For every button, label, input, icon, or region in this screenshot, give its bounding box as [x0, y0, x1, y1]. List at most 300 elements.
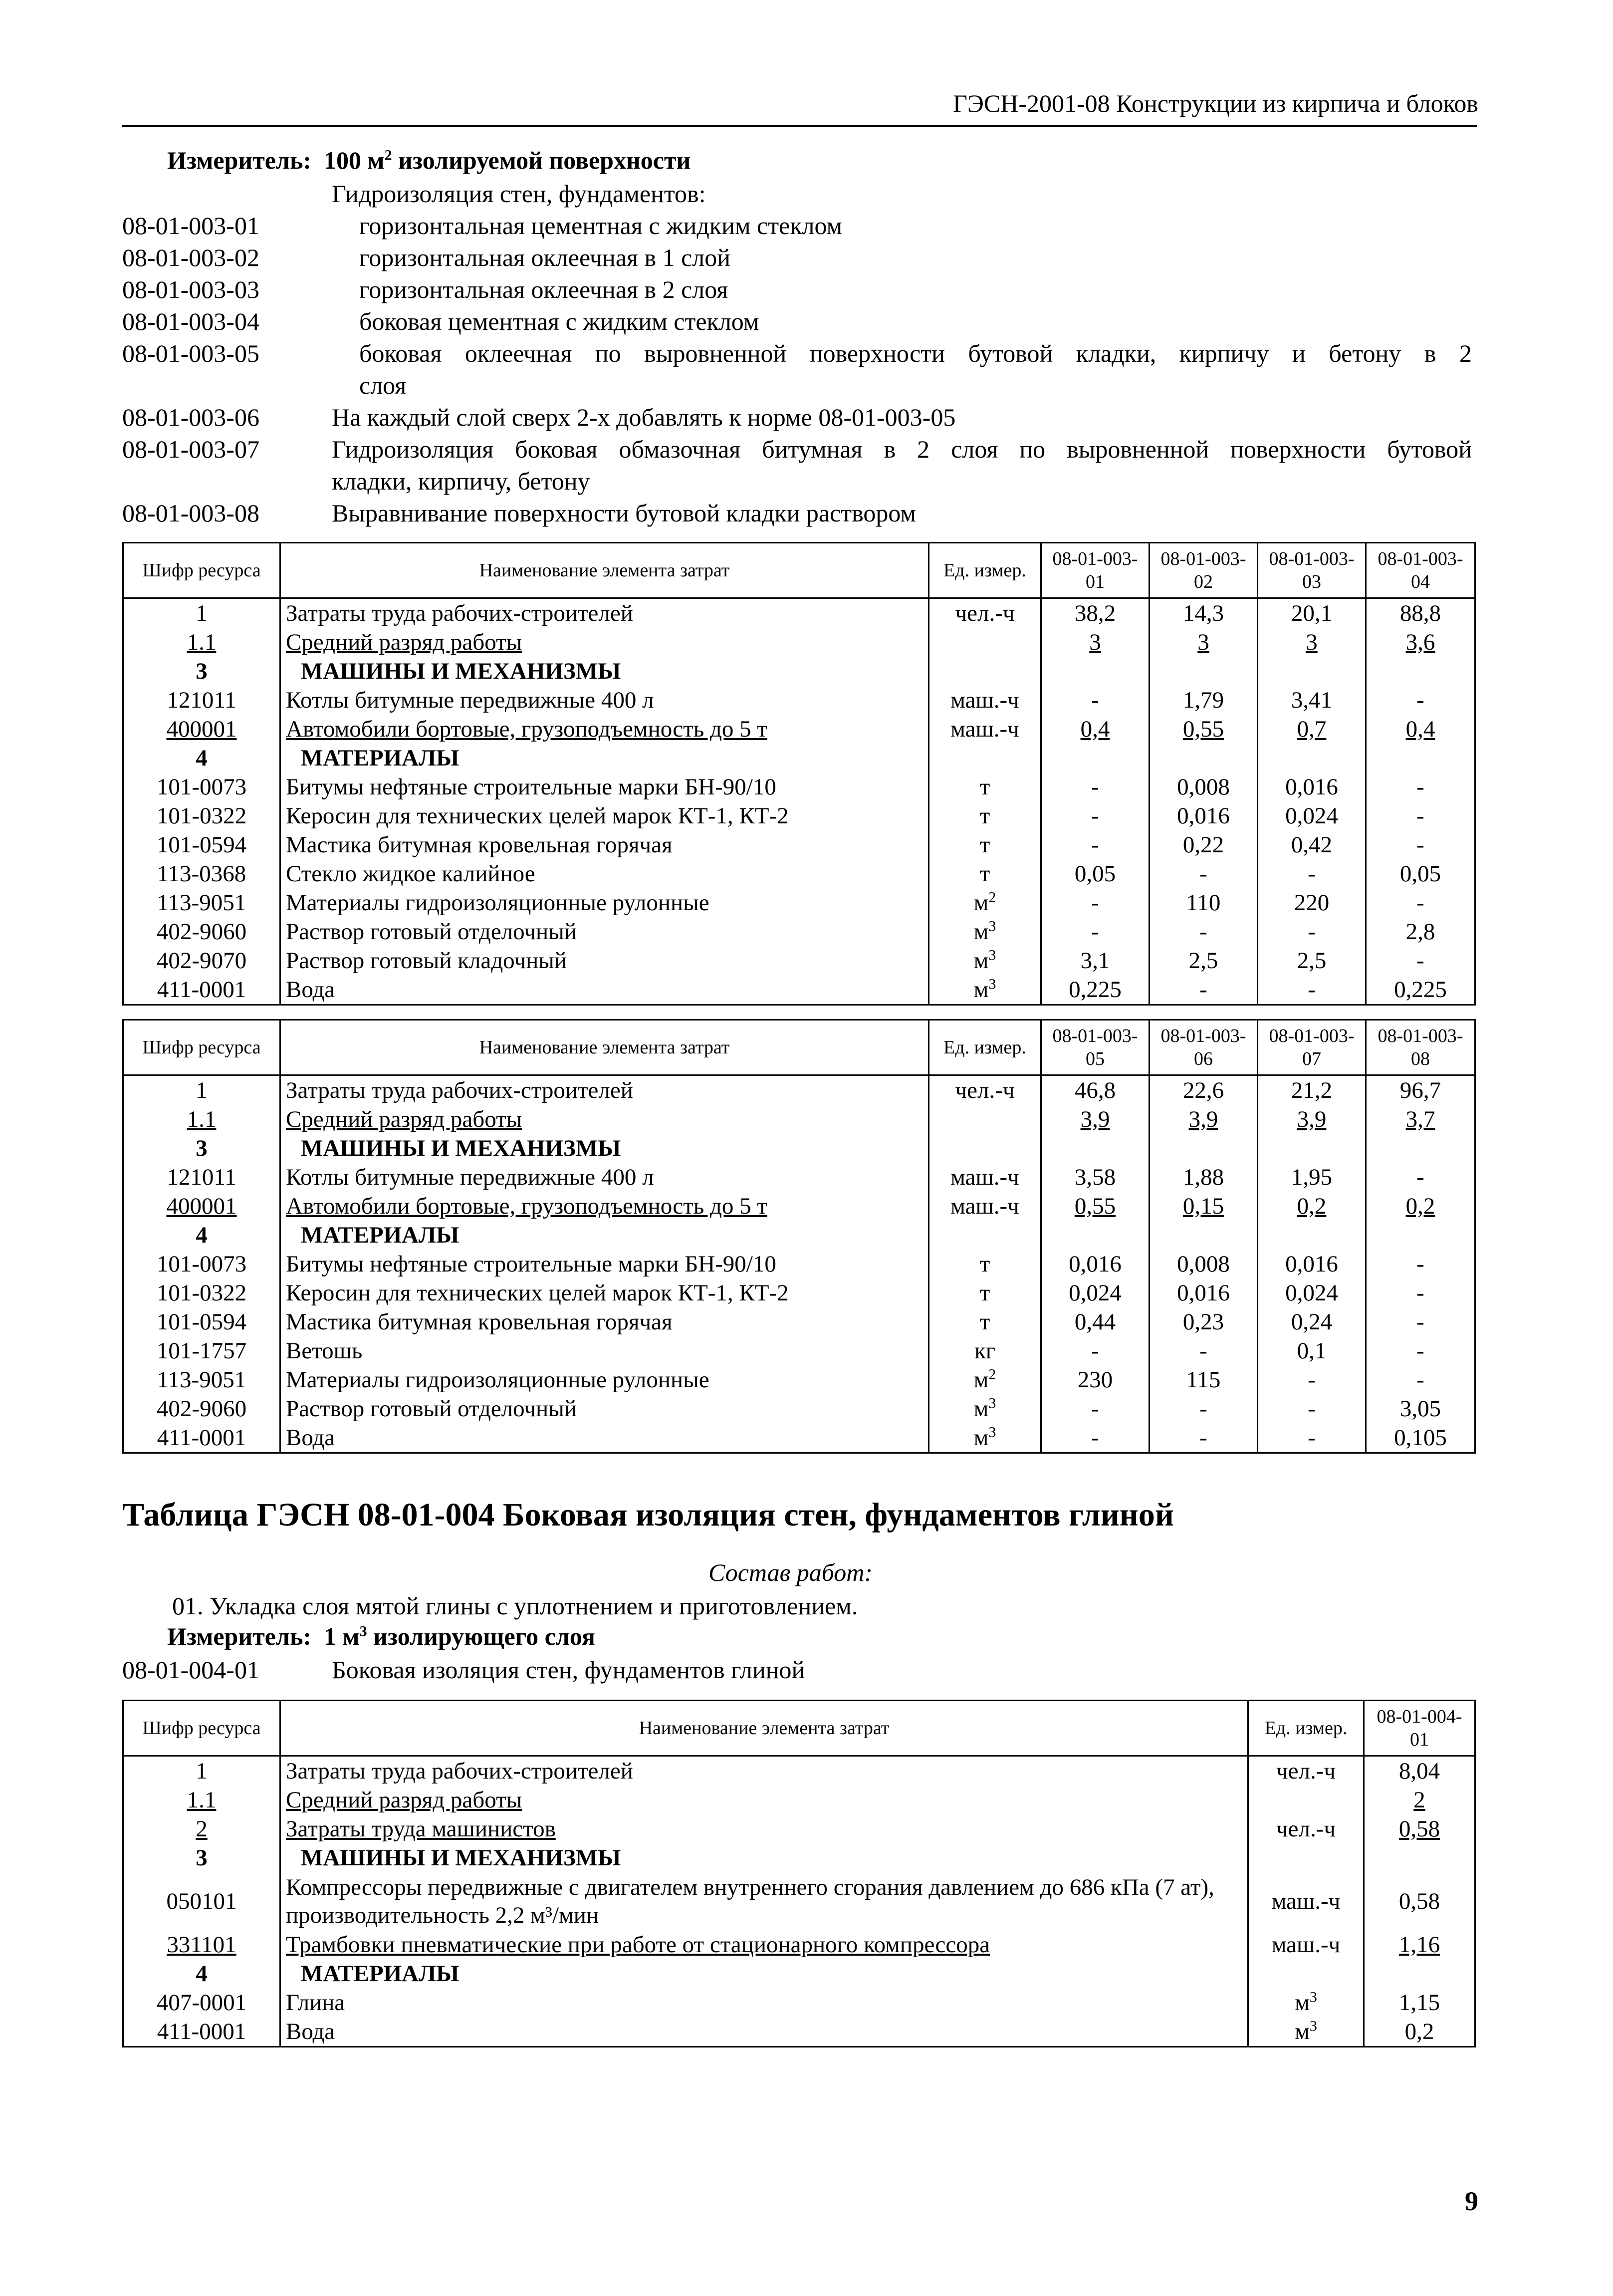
resource-unit: [929, 598, 1041, 628]
resource-unit: [1248, 2017, 1364, 2047]
item-text-cont: слоя: [359, 371, 407, 399]
norm-value: 20,1: [1258, 598, 1366, 628]
item-text: Выравнивание поверхности бутовой кладки раствором: [332, 499, 917, 527]
resource-code: 407-0001: [123, 1988, 280, 2017]
norm-value: -: [1258, 1394, 1366, 1423]
unit-text: чел.-ч: [1276, 1816, 1336, 1842]
resource-name: МАТЕРИАЛЫ: [280, 1959, 1248, 1988]
resource-name: МАТЕРИАЛЫ: [280, 1221, 929, 1250]
norm-value: 3: [1150, 628, 1258, 657]
norm-value: -: [1366, 1278, 1475, 1307]
header-code: Шифр ресурса: [123, 1020, 280, 1075]
resource-unit: [929, 1192, 1041, 1221]
norm-value: [1364, 1843, 1475, 1872]
resource-code: 411-0001: [123, 1423, 280, 1453]
resource-name: Ветошь: [280, 1336, 929, 1365]
norm-value: -: [1041, 1394, 1150, 1423]
table-header-row: [123, 543, 1475, 598]
norm-value: -: [1366, 801, 1475, 830]
unit-text: м: [973, 948, 989, 974]
table-row: [123, 917, 1475, 946]
norm-value: -: [1150, 1336, 1258, 1365]
norm-value: 46,8: [1041, 1075, 1150, 1105]
table-row: [123, 1192, 1475, 1221]
unit-text: м: [973, 919, 989, 945]
resource-name: Средний разряд работы: [280, 628, 929, 657]
resource-code: 400001: [123, 715, 280, 744]
norm-value: 0,7: [1258, 715, 1366, 744]
resource-name: Битумы нефтяные строительные марки БН-90/10: [280, 1250, 929, 1278]
resource-code: 411-0001: [123, 975, 280, 1005]
unit-text: м: [973, 977, 989, 1003]
item-code: 08-01-003-05: [122, 339, 259, 367]
table-row: [123, 686, 1475, 715]
section-row: [123, 1134, 1475, 1163]
resource-name: Средний разряд работы: [280, 1786, 1248, 1814]
resource-code: 402-9070: [123, 946, 280, 975]
norm-value: 0,016: [1258, 772, 1366, 801]
norm-value: 0,2: [1258, 1192, 1366, 1221]
header-norm-code: 08-01-003-06: [1150, 1020, 1258, 1075]
resource-code: 1.1: [123, 628, 280, 657]
norm-value: 220: [1258, 888, 1366, 917]
norm-value: 3: [1258, 628, 1366, 657]
norm-value: 0,105: [1366, 1423, 1475, 1453]
measure-value: 1 м: [324, 1622, 360, 1650]
table-row: [123, 1336, 1475, 1365]
norm-value: -: [1258, 1423, 1366, 1453]
unit-text: т: [979, 1280, 990, 1306]
table-row: [123, 1278, 1475, 1307]
resource-unit: [929, 975, 1041, 1005]
table-row: [123, 946, 1475, 975]
norm-value: -: [1041, 1423, 1150, 1453]
norm-value: 8,04: [1364, 1756, 1475, 1786]
item-text: горизонтальная цементная с жидким стеклом: [359, 212, 843, 240]
norm-value: -: [1041, 772, 1150, 801]
resource-code: 101-0594: [123, 830, 280, 859]
resource-unit: [929, 1134, 1041, 1163]
item-code: 08-01-003-06: [122, 403, 259, 431]
norm-value: -: [1366, 1250, 1475, 1278]
norm-value: 0,24: [1258, 1307, 1366, 1336]
resource-name: Котлы битумные передвижные 400 л: [280, 1163, 929, 1192]
item-code: 08-01-003-02: [122, 244, 259, 271]
measure-line-1: [167, 146, 691, 175]
unit-text: м: [973, 1396, 989, 1422]
table-row: [123, 1930, 1475, 1959]
unit-sup: 3: [988, 976, 996, 993]
resource-code: 050101: [123, 1872, 280, 1930]
norm-value: 3,1: [1041, 946, 1150, 975]
resource-name: Керосин для технических целей марок КТ-1, КТ-2: [280, 1278, 929, 1307]
norm-value: -: [1366, 946, 1475, 975]
table-row: [123, 598, 1475, 628]
resource-unit: [1248, 1786, 1364, 1814]
norm-value: [1150, 744, 1258, 772]
table-row: [123, 715, 1475, 744]
resource-code: 101-0322: [123, 1278, 280, 1307]
resource-code: 402-9060: [123, 917, 280, 946]
norm-value: 2,8: [1366, 917, 1475, 946]
resource-code: 101-1757: [123, 1336, 280, 1365]
unit-sup: 2: [988, 1366, 996, 1383]
resource-unit: [929, 830, 1041, 859]
header-rule: [122, 125, 1477, 127]
norm-value: 0,55: [1041, 1192, 1150, 1221]
resource-name: Мастика битумная кровельная горячая: [280, 830, 929, 859]
header-norm-code: 08-01-003-02: [1150, 543, 1258, 598]
norm-value: [1258, 657, 1366, 686]
unit-text: т: [979, 803, 990, 829]
norm-value: 3: [1041, 628, 1150, 657]
norm-value: -: [1150, 975, 1258, 1005]
norm-value: 2,5: [1150, 946, 1258, 975]
header-norm-code: 08-01-003-07: [1258, 1020, 1366, 1075]
norm-value: [1366, 1134, 1475, 1163]
unit-text: маш.-ч: [950, 1193, 1019, 1219]
resource-unit: [929, 772, 1041, 801]
norm-value: [1150, 1134, 1258, 1163]
resource-code: 2: [123, 1814, 280, 1843]
norm-value: -: [1258, 917, 1366, 946]
table-row: [123, 1365, 1475, 1394]
work-composition-label: Состав работ:: [708, 1558, 873, 1586]
resource-table-2: [122, 1019, 1476, 1454]
norm-value: 1,15: [1364, 1988, 1475, 2017]
unit-sup: 3: [988, 1424, 996, 1441]
resource-name: Стекло жидкое калийное: [280, 859, 929, 888]
norm-value: 1,95: [1258, 1163, 1366, 1192]
resource-code: 4: [123, 1959, 280, 1988]
resource-code: 3: [123, 657, 280, 686]
unit-sup: 2: [988, 889, 996, 906]
norm-value: [1150, 1221, 1258, 1250]
unit-text: м: [1295, 2019, 1310, 2044]
norm-value: 0,2: [1366, 1192, 1475, 1221]
norm-value: [1041, 1134, 1150, 1163]
unit-text: т: [979, 1251, 990, 1277]
item-code: 08-01-003-07: [122, 435, 259, 463]
resource-name: Глина: [280, 1988, 1248, 2017]
norm-value: 0,016: [1041, 1250, 1150, 1278]
norm-value: -: [1041, 917, 1150, 946]
resource-code: 4: [123, 744, 280, 772]
resource-name: Керосин для технических целей марок КТ-1, КТ-2: [280, 801, 929, 830]
unit-sup: 3: [988, 947, 996, 964]
unit-sup: 3: [1309, 1989, 1317, 2006]
norm-value: 1,16: [1364, 1930, 1475, 1959]
resource-unit: [1248, 1988, 1364, 2017]
norm-value: 0,2: [1364, 2017, 1475, 2047]
norm-value: 0,44: [1041, 1307, 1150, 1336]
resource-code: 4: [123, 1221, 280, 1250]
norm-value: 230: [1041, 1365, 1150, 1394]
item-code: 08-01-003-04: [122, 307, 259, 335]
resource-name: Раствор готовый кладочный: [280, 946, 929, 975]
resource-name: Затраты труда машинистов: [280, 1814, 1248, 1843]
measure-value-tail: изолируемой поверхности: [392, 146, 691, 174]
section-row: [123, 1959, 1475, 1988]
norm-value: 3,41: [1258, 686, 1366, 715]
measure-label: Измеритель:: [167, 146, 312, 174]
resource-unit: [929, 744, 1041, 772]
resource-name: Средний разряд работы: [280, 1105, 929, 1134]
resource-code: 3: [123, 1843, 280, 1872]
norm-value: 0,58: [1364, 1872, 1475, 1930]
norm-value: 88,8: [1366, 598, 1475, 628]
resource-unit: [929, 1250, 1041, 1278]
norm-value: -: [1041, 1336, 1150, 1365]
unit-sup: 3: [988, 1395, 996, 1412]
unit-text: маш.-ч: [950, 687, 1019, 713]
norm-value: 0,008: [1150, 1250, 1258, 1278]
resource-unit: [929, 946, 1041, 975]
norm-value: 0,05: [1366, 859, 1475, 888]
resource-unit: [929, 859, 1041, 888]
table-row: [123, 975, 1475, 1005]
norm-value: 0,008: [1150, 772, 1258, 801]
norm-value: 2: [1364, 1786, 1475, 1814]
item-text: боковая оклеечная по выровненной поверхности бутовой кладки, кирпичу и бетону в 2: [359, 339, 1472, 367]
norm-value: 3,9: [1150, 1105, 1258, 1134]
unit-text: т: [979, 832, 990, 858]
header-norm-code: 08-01-004-01: [1364, 1701, 1475, 1756]
norm-value: 0,225: [1366, 975, 1475, 1005]
norm-value: 0,4: [1366, 715, 1475, 744]
section-row: [123, 744, 1475, 772]
unit-text: м: [973, 1425, 989, 1451]
norm-value: -: [1150, 859, 1258, 888]
resource-code: 331101: [123, 1930, 280, 1959]
unit-text: чел.-ч: [955, 1077, 1015, 1103]
item-code: 08-01-003-01: [122, 212, 259, 240]
norm-value: 110: [1150, 888, 1258, 917]
resource-unit: [1248, 1814, 1364, 1843]
norm-value: [1150, 657, 1258, 686]
norm-value: 0,024: [1041, 1278, 1150, 1307]
item-text: На каждый слой сверх 2-х добавлять к норме 08-01-003-05: [332, 403, 956, 431]
resource-unit: [929, 1105, 1041, 1134]
header-code: Шифр ресурса: [123, 1701, 280, 1756]
resource-name: Материалы гидроизоляционные рулонные: [280, 888, 929, 917]
norm-value: -: [1258, 859, 1366, 888]
norm-value: 3,7: [1366, 1105, 1475, 1134]
unit-text: маш.-ч: [1271, 1888, 1341, 1914]
table-row: [123, 772, 1475, 801]
resource-name: МАШИНЫ И МЕХАНИЗМЫ: [280, 1843, 1248, 1872]
item-text: Боковая изоляция стен, фундаментов глиной: [332, 1656, 805, 1684]
norm-value: -: [1366, 1163, 1475, 1192]
resource-name: МАШИНЫ И МЕХАНИЗМЫ: [280, 657, 929, 686]
norm-value: -: [1150, 917, 1258, 946]
resource-unit: [929, 1307, 1041, 1336]
norm-value: [1258, 744, 1366, 772]
norm-value: 0,58: [1364, 1814, 1475, 1843]
resource-code: 400001: [123, 1192, 280, 1221]
work-item: 01. Укладка слоя мятой глины с уплотнением и приготовлением.: [172, 1592, 858, 1620]
norm-value: 1,79: [1150, 686, 1258, 715]
unit-text: чел.-ч: [1276, 1758, 1336, 1784]
resource-code: 1.1: [123, 1786, 280, 1814]
resource-name: Битумы нефтяные строительные марки БН-90/10: [280, 772, 929, 801]
table-row: [123, 801, 1475, 830]
table-row: [123, 1786, 1475, 1814]
unit-text: кг: [974, 1338, 996, 1364]
norm-value: -: [1366, 1365, 1475, 1394]
header-norm-code: 08-01-003-08: [1366, 1020, 1475, 1075]
unit-text: маш.-ч: [950, 716, 1019, 742]
unit-text: т: [979, 1309, 990, 1335]
unit-sup: 3: [988, 918, 996, 935]
header-name: Наименование элемента затрат: [280, 1020, 929, 1075]
norm-value: 96,7: [1366, 1075, 1475, 1105]
resource-code: 1: [123, 598, 280, 628]
norm-value: [1366, 657, 1475, 686]
norm-value: 21,2: [1258, 1075, 1366, 1105]
resource-unit: [1248, 1756, 1364, 1786]
page-number: 9: [1465, 2186, 1478, 2216]
unit-text: м: [1295, 1990, 1310, 2016]
resource-unit: [929, 917, 1041, 946]
resource-unit: [929, 628, 1041, 657]
resource-code: 411-0001: [123, 2017, 280, 2047]
item-code: 08-01-004-01: [122, 1656, 259, 1684]
resource-name: Затраты труда рабочих-строителей: [280, 598, 929, 628]
resource-name: Материалы гидроизоляционные рулонные: [280, 1365, 929, 1394]
measure-value: 100 м: [324, 146, 385, 174]
measure-label: Измеритель:: [167, 1622, 312, 1650]
norm-value: [1041, 1221, 1150, 1250]
table-row: [123, 859, 1475, 888]
item-text: Гидроизоляция боковая обмазочная битумная в 2 слоя по выровненной поверхности бутовой: [332, 435, 1472, 463]
resource-code: 121011: [123, 1163, 280, 1192]
resource-code: 1.1: [123, 1105, 280, 1134]
unit-text: м: [973, 890, 989, 916]
resource-unit: [1248, 1872, 1364, 1930]
norm-value: -: [1041, 888, 1150, 917]
norm-value: 0,225: [1041, 975, 1150, 1005]
resource-name: Затраты труда рабочих-строителей: [280, 1756, 1248, 1786]
header-unit: Ед. измер.: [929, 543, 1041, 598]
resource-unit: [929, 715, 1041, 744]
table-row: [123, 1105, 1475, 1134]
norm-value: [1258, 1221, 1366, 1250]
norm-value: 0,024: [1258, 1278, 1366, 1307]
norm-value: 22,6: [1150, 1075, 1258, 1105]
item-text: боковая цементная с жидким стеклом: [359, 307, 759, 335]
norm-value: 14,3: [1150, 598, 1258, 628]
norm-value: [1041, 657, 1150, 686]
norm-value: 0,23: [1150, 1307, 1258, 1336]
item-code: 08-01-003-03: [122, 275, 259, 303]
resource-unit: [929, 686, 1041, 715]
measure-sup: 3: [359, 1623, 367, 1640]
unit-text: маш.-ч: [950, 1164, 1019, 1190]
header-name: Наименование элемента затрат: [280, 1701, 1248, 1756]
norm-value: 0,1: [1258, 1336, 1366, 1365]
norm-value: -: [1366, 1336, 1475, 1365]
norm-value: [1366, 744, 1475, 772]
unit-text: чел.-ч: [955, 600, 1015, 626]
norm-value: -: [1258, 975, 1366, 1005]
table-row: [123, 1814, 1475, 1843]
resource-unit: [929, 888, 1041, 917]
table-header-row: [123, 1020, 1475, 1075]
table-row: [123, 628, 1475, 657]
section-row: [123, 1221, 1475, 1250]
table-row: [123, 888, 1475, 917]
table-row: [123, 1423, 1475, 1453]
header-norm-code: 08-01-003-05: [1041, 1020, 1150, 1075]
norm-value: -: [1041, 686, 1150, 715]
resource-table-1: [122, 542, 1476, 1006]
norm-value: [1041, 744, 1150, 772]
norm-value: 1,88: [1150, 1163, 1258, 1192]
norm-value: 115: [1150, 1365, 1258, 1394]
table-row: [123, 830, 1475, 859]
resource-name: Мастика битумная кровельная горячая: [280, 1307, 929, 1336]
norm-value: -: [1150, 1394, 1258, 1423]
resource-unit: [929, 1221, 1041, 1250]
norm-value: 0,016: [1150, 801, 1258, 830]
resource-name: Компрессоры передвижные с двигателем внутреннего сгорания давлением до 686 кПа (7 ат), производительность 2,2 м³/мин: [280, 1872, 1248, 1930]
norm-value: 0,42: [1258, 830, 1366, 859]
norm-value: -: [1366, 830, 1475, 859]
resource-unit: [929, 1394, 1041, 1423]
table-row: [123, 1307, 1475, 1336]
resource-code: 113-9051: [123, 888, 280, 917]
resource-code: 1: [123, 1075, 280, 1105]
norm-value: [1366, 1221, 1475, 1250]
resource-name: Автомобили бортовые, грузоподъемность до 5 т: [280, 715, 929, 744]
norm-value: 0,4: [1041, 715, 1150, 744]
header-norm-code: 08-01-003-03: [1258, 543, 1366, 598]
norm-value: 0,15: [1150, 1192, 1258, 1221]
norm-value: 0,55: [1150, 715, 1258, 744]
resource-unit: [929, 657, 1041, 686]
resource-unit: [929, 1423, 1041, 1453]
resource-name: Котлы битумные передвижные 400 л: [280, 686, 929, 715]
resource-unit: [929, 1075, 1041, 1105]
unit-text: м: [973, 1367, 989, 1393]
resource-code: 113-9051: [123, 1365, 280, 1394]
header-unit: Ед. измер.: [1248, 1701, 1364, 1756]
norm-value: 0,016: [1150, 1278, 1258, 1307]
norm-value: 0,016: [1258, 1250, 1366, 1278]
norm-value: 0,024: [1258, 801, 1366, 830]
resource-unit: [929, 1163, 1041, 1192]
norm-value: 3,9: [1041, 1105, 1150, 1134]
norm-value: 0,05: [1041, 859, 1150, 888]
resource-unit: [929, 1336, 1041, 1365]
norm-value: 3,6: [1366, 628, 1475, 657]
unit-text: т: [979, 861, 990, 887]
norm-value: -: [1041, 830, 1150, 859]
item-text: горизонтальная оклеечная в 2 слоя: [359, 275, 728, 303]
resource-unit: [1248, 1843, 1364, 1872]
resource-unit: [929, 801, 1041, 830]
resource-name: Раствор готовый отделочный: [280, 1394, 929, 1423]
group-title: Гидроизоляция стен, фундаментов:: [332, 180, 706, 208]
table-section-title: Таблица ГЭСН 08-01-004 Боковая изоляция стен, фундаментов глиной: [122, 1497, 1174, 1533]
table-row: [123, 1394, 1475, 1423]
norm-value: 0,22: [1150, 830, 1258, 859]
resource-unit: [1248, 1930, 1364, 1959]
resource-code: 121011: [123, 686, 280, 715]
resource-unit: [929, 1278, 1041, 1307]
resource-code: 101-0322: [123, 801, 280, 830]
